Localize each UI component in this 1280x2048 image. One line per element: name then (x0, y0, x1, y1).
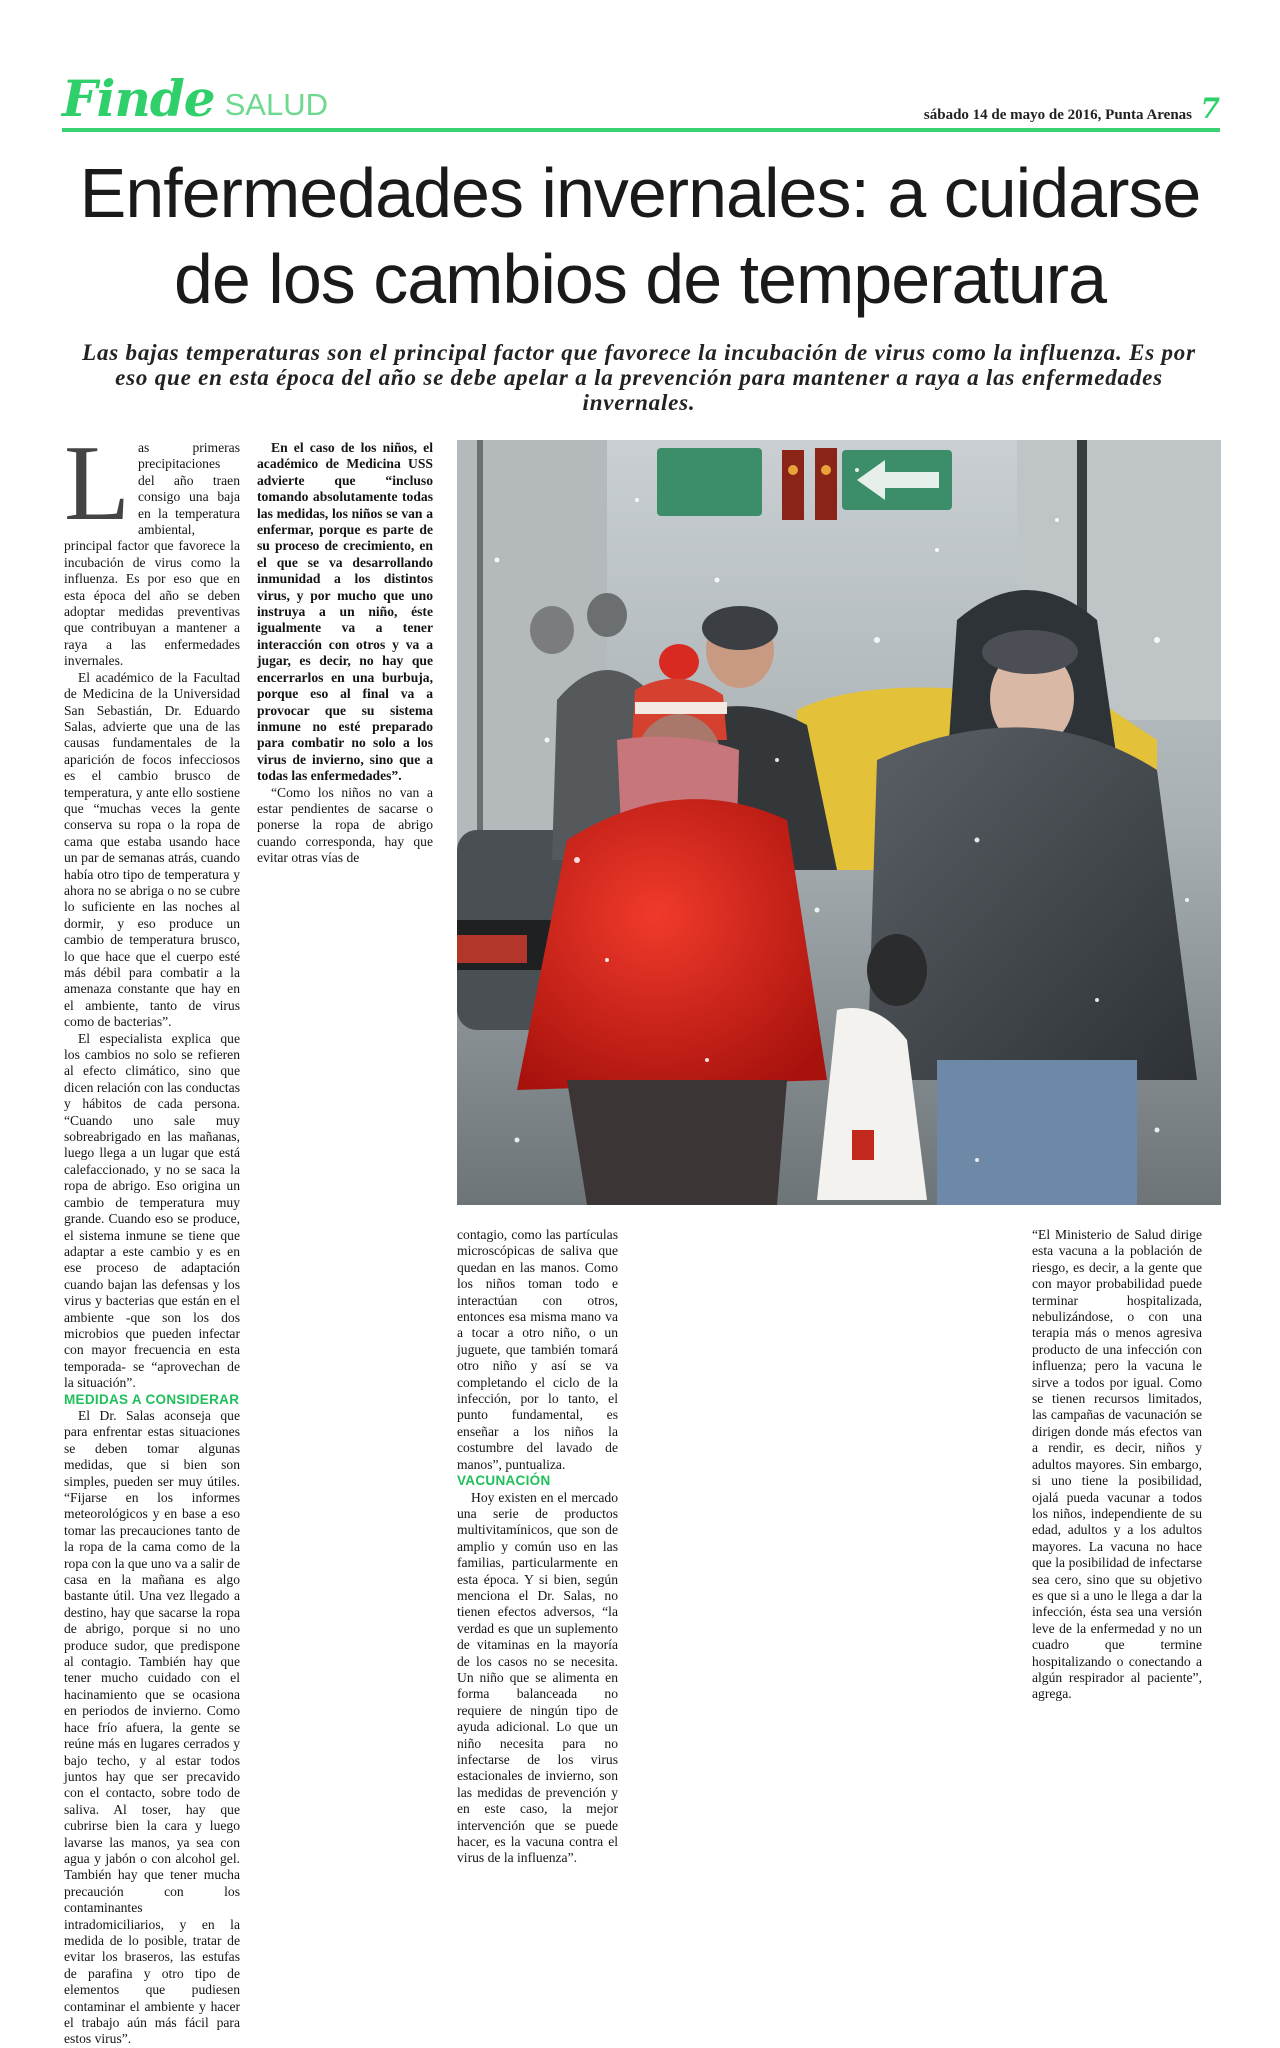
article-column-3 (457, 1227, 618, 1867)
paragraph: El académico de la Facultad de Medicina de la Universidad San Sebastián, Dr. Eduardo Salas, advierte que una de las causas fundamentales de la aparición de focos infecciosos es el cambio brusco de temperatura, y ante ello sostiene que “muchas veces la gente conserva su ropa o la ropa de cama que estaba usando hace un par de semanas atrás, cuando había otro tipo de temperatura y ahora no se abriga o no se cubre lo suficiente en las noches al dormir, y eso produce un cambio de temperatura brusco, lo que hace que el cuerpo esté más débil para combatir a la amenaza constante que hay en el ambiente, tanto de virus como de bacterias”. (64, 669, 240, 1030)
dateline: sábado 14 de mayo de 2016, Punta Arenas (923, 107, 1192, 123)
paragraph: “El Ministerio de Salud dirige esta vacuna a la población de riesgo, es decir, a la gente que con mayor probabilidad puede terminar hospitalizada, nebulizándose, o con una terapia más o menos agresiva producto de una infección con influenza; pero la vacuna le sirve a todos por igual. Como se tienen recursos limitados, las campañas de vacunación se dirigen donde más efectos van a rendir, es decir, niños y adultos mayores. Sin embargo, si uno tiene la posibilidad, ojalá pueda vacunar a todos los niños, independiente de su edad, adultos y a los adultos mayores. La vacuna no hace que la posibilidad de infectarse sea cero, sino que su objetivo es que si a uno le llega a dar la infección, ésta sea una versión leve de la enfermedad y no un cuadro que termine hospitalizando o conectando a algún respirador al paciente”, agrega. (1032, 1227, 1202, 1702)
article-column-6 (1032, 1227, 1202, 1703)
headline: Enfermedades invernales: a cuidarse de los cambios de temperatura (79, 154, 1201, 318)
paragraph: El Dr. Salas aconseja que para enfrentar estas situaciones se deben tomar algunas medidas, que si bien son simples, pueden ser muy útiles. “Fijarse en los informes meteorológicos y en base a eso tomar las precauciones tanto de la ropa de la cama como de la ropa con la que uno va a salir de casa en la mañana es algo bastante útil. Una vez llegado a destino, hay que sacarse la ropa de abrigo, porque si no uno produce sudor, que predispone al contagio. También hay que tener mucho cuidado con el hacinamiento que se ocasiona en periodos de invierno. Como hace frío afuera, la gente se reúne más en lugares cerrados y bajo techo, y al estar todos juntos hay que ser precavido con el contacto, sobre todo de saliva. Al toser, hay que cubrirse bien la cara y luego lavarse las manos, ya sea con agua y jabón o con alcohol gel. También hay que tener mucha precaución con los contaminantes intradomiciliarios, y en la medida de lo posible, tratar de evitar los braseros, las estufas de parafina y otro tipo de elementos que pudiesen contaminar el ambiente y hacer el trabajo aún más fácil para estos virus”. (64, 1407, 240, 2047)
brand-logo: Finde (62, 69, 215, 128)
paragraph: contagio, como las partículas microscópicas de saliva que quedan en las manos. Como los niños toman todo e interactúan con otros, entonces esa misma mano va a tocar a otro niño, o un juguete, que también tomará otro niño y así se va completando el ciclo de la infección, por lo tanto, el punto fundamental, es enseñar a los niños la costumbre del lavado de manos”, puntualiza. (457, 1227, 618, 1472)
article-photo (457, 440, 1221, 1205)
dek: Las bajas temperaturas son el principal factor que favorece la incubación de virus como la influenza. Es por eso que en esta época del año se debe apelar a la prevención para mantener a raya a las enfermedades invernales. (82, 340, 1196, 415)
paragraph: El especialista explica que los cambios no solo se refieren al efecto climático, sino que dicen relación con las conductas y hábitos de cada persona. “Cuando uno sale muy sobreabrigado en las mañanas, luego llega a un lugar que está calefaccionado, y no se saca la ropa de abrigo. Eso origina un cambio de temperatura muy grande. Cuando eso se produce, el sistema inmune se tiene que adaptar a este cambio y es en ese proceso de adaptación cuando bajan las defensas y los virus y bacterias que están en el ambiente -que son los dos microbios que pueden infectar con mayor frecuencia en esta temporada- se “aprovechan de la situación”. (64, 1030, 240, 1391)
header-rule (62, 128, 1220, 132)
section-brand (62, 68, 328, 128)
article-column-2 (257, 440, 433, 1550)
paragraph: “Como los niños no van a estar pendientes de sacarse o ponerse la ropa de abrigo cuando corresponda, hay que evitar otras vías de (257, 784, 433, 866)
paragraph: En el caso de los niños, el académico de Medicina USS advierte que “incluso tomando absolutamente todas las medidas, los niños se van a enfermar, porque es parte de su proceso de crecimiento, en el que se va desarrollando inmunidad a los distintos virus, y por mucho que uno instruya a un niño, éste igualmente va a tener interacción con otros y va a jugar, es decir, no hay que encerrarlos en una burbuja, porque eso al final va a provocar que su sistema inmune no esté preparado para combatir no solo a los virus de invierno, sino que a todas las enfermedades”. (257, 440, 433, 784)
article-column-1 (64, 424, 240, 2047)
subhead-vacunacion: VACUNACIÓN (457, 1473, 551, 1489)
paragraph-text: as primeras precipitaciones del año traen consigo una baja en la temperatura ambiental, principal factor que favorece la incubación de virus como la influenza. Es por eso que en esta época del año se deben adoptar medidas preventivas que contribuyan a mantener a raya a las enfermedades invernales. (64, 440, 240, 669)
section-label: SALUD (224, 87, 328, 122)
paragraph: Hoy existen en el mercado una serie de productos multivitamínicos, que son de amplio y común uso en las familias, particularmente en esta época. Y si bien, según menciona el Dr. Salas, no tienen efectos adversos, “la verdad es que un suplemento de vitaminas en la mayoría de los casos no se necesita. Un niño que se alimenta en forma balanceada no requiere de ningún tipo de ayuda adicional. Lo que un niño necesita para no infectarse de los virus estacionales de invierno, son las medidas de prevención y en este caso, la mejor intervención que se puede hacer, es la vacuna contra el virus de la influenza”. (457, 1489, 618, 1866)
lead-paragraph (64, 424, 240, 670)
page-number: 7 (1200, 92, 1220, 125)
drop-cap: L (64, 424, 130, 543)
subhead-medidas: MEDIDAS A CONSIDERAR (64, 1391, 240, 1407)
